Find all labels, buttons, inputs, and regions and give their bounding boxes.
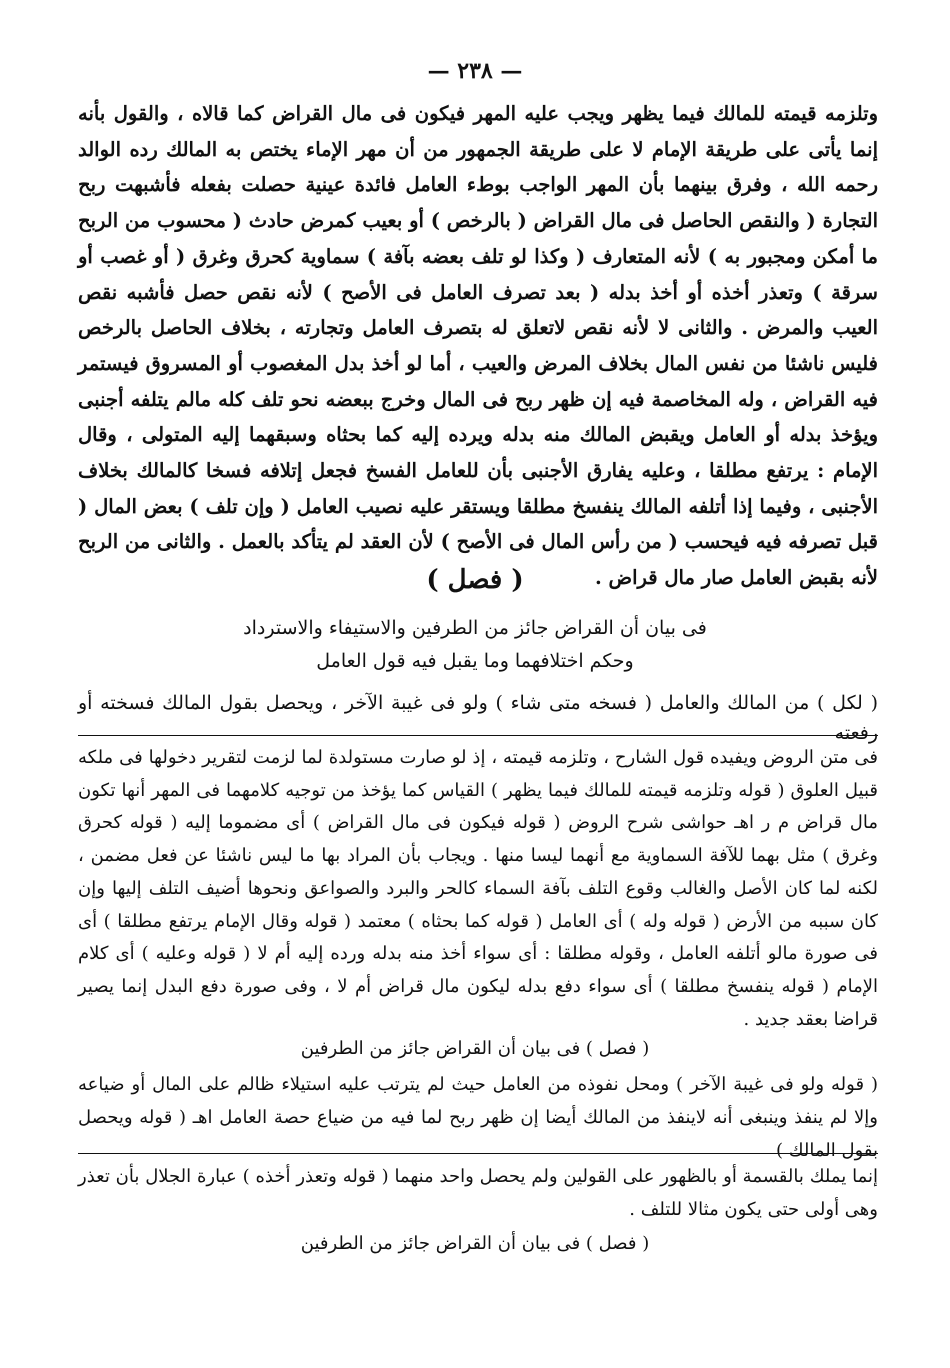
- footnote-divider-2: [78, 1153, 878, 1154]
- footnote-section-heading-2: ( فصل ) فى بيان أن القراض جائز من الطرفين: [300, 1233, 650, 1254]
- footnote-commentary-2: ( قوله ولو فى غيبة الآخر ) ومحل نفوذه من العامل حيث لم يترتب عليه استيلاء ظالم على المال أو ضياعه وإلا لم ينفذ وينبغى أنه لاينفذ من المالك أيضا إن ظهر ربح لما فيه من ضياع حصة العامل اهـ ( قوله ويحصل بقول المالك ): [78, 1074, 878, 1161]
- footnote-commentary-1: فى متن الروض ويفيده قول الشارح ، وتلزمه قيمته ، إذ لو صارت مستولدة لما لزمت لتقرير دخولها فى ملكه قبيل العلوق ( قوله وتلزمه قيمته للمالك فيما يظهر ) القياس كما يؤخذ من توجيه كلامهما فى المهر أنها تكون مال قراض م ر اهـ حواشى شرح الروض ( قوله فيكون فى مال القراض ) أى مضموما إليه ( قوله كحرق وغرق ) مثل بهما للآفة السماوية مع أنهما ليسا منها . ويجاب بأن المراد بها ما ليس ناشئا عن فعل مضمن ، لكنه لما كان الأصل والغالب وقوع التلف بآفة السماء كالحر والبرد والصواعق ونحوها أضيف التلف إليها وإن كان سببه من الأرض ( قوله وله ) أى العامل ( قوله كما بحثاه ) معتمد ( قوله وقال الإمام يرتفع مطلقا ) أى فى صورة مالو أتلفه العامل ، وقوله مطلقا : أى سواء أخذ منه بدله ورده إليه أم لا ( قوله وعليه ) أى كلام الإمام ( قوله ينفسخ مطلقا ) أى سواء دفع بدله ليكون مال قراض أم لا ، وفى صورة دفع البدل إنما يصير قراضا بعقد جديد .: [78, 747, 879, 1030]
- section-heading: ( فصل ): [426, 565, 524, 595]
- section-subtitle-1: فى بيان أن القراض جائز من الطرفين والاستيفاء والاسترداد: [243, 617, 707, 639]
- section-subtitle-2: وحكم اختلافهما وما يقبل فيه قول العامل: [316, 650, 634, 672]
- footnote-commentary-3: إنما يملك بالقسمة أو بالظهور على القولين ولم يحصل واحد منهما ( قوله وتعذر أخذه ) عبارة الجلال بأن تعذر وهى أولى حتى يكون مثالا للتلف .: [78, 1166, 878, 1220]
- main-text: وتلزمه قيمته للمالك فيما يظهر ويجب عليه المهر فيكون فى مال القراض كما قالاه ، والقول بأنه إنما يأتى على طريقة الإمام لا على طريقة الجمهور من أن مهر الإماء يختص به المالك رده الوالد رحمه الله ، وفرق بينهما بأن المهر الواجب بوطء العامل فائدة عينية حصلت بفعله فأشبهت ربح التجارة ( والنقص الحاصل فى مال القراض ( بالرخص ) أو بعيب كمرض حادث ( محسوب من الربح ما أمكن ومجبور به ) لأنه المتعارف ( وكذا لو تلف بعضه بآفة ) سماوية كحرق وغرق ( أو غصب أو سرقة ) وتعذر أخذه أو أخذ بدله ( بعد تصرف العامل فى الأصح ) لأنه نقص حصل فأشبه نقص العيب والمرض . والثانى لا لأنه نقص لاتعلق له بتصرف العامل وتجارته ، بخلاف الحاصل بالرخص فليس ناشئا من نفس المال بخلاف المرض والعيب ، أما لو أخذ بدل المغصوب أو المسروق فيستمر فيه القراض ، وله المخاصمة فيه إن ظهر ربح فى المال وخرج ببعضه نحو تلف كله مالم يتلفه أجنبى ويؤخذ بدله أو العامل ويقبض المالك منه بدله ويرده إليه كما بحثاه وسبقهما إليه المتولى ، وقال الإمام : يرتفع مطلقا ، وعليه يفارق الأجنبى بأن للعامل الفسخ فجعل إتلافه فسخا كالمالك بخلاف الأجنبى ، وفيما إذا أتلفه المالك ينفسخ مطلقا ويستقر عليه نصيب العامل ( وإن تلف ) بعض المال ( قبل تصرفه فيه فيحسب ( من رأس المال فى الأصح ) لأن العقد لم يتأكد بالعمل . والثانى من الربح لأنه بقبض العامل صار مال قراض .: [78, 102, 878, 590]
- footnote-section-heading-1: ( فصل ) فى بيان أن القراض جائز من الطرفين: [300, 1038, 650, 1059]
- page-number: — ٢٣٨ —: [427, 58, 523, 84]
- section-first-line: ( لكل ) من المالك والعامل ( فسخه متى شاء ) ولو فى غيبة الآخر ، ويحصل بقول المالك فسخته أو رفعته: [78, 692, 878, 744]
- footnote-divider: [78, 735, 878, 736]
